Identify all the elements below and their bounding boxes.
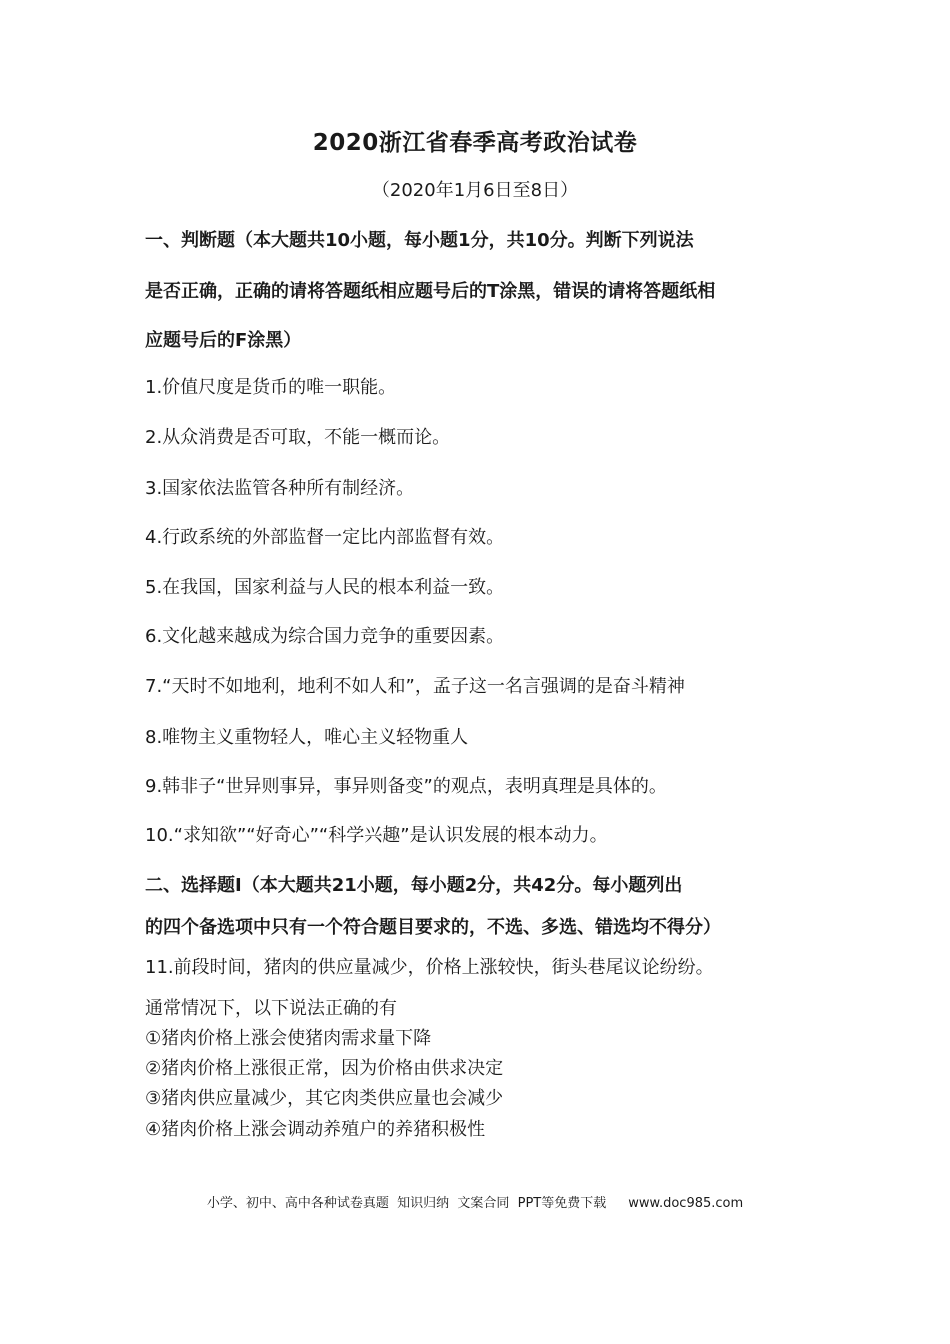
footer-text: 小学、初中、高中各种试卷真题 知识归纳 文案合同 PPT等免费下载 [206,1196,607,1211]
document-subtitle: （2020年1月6日至8日） [371,180,579,201]
judgement-item: 5.在我国，国家利益与人民的根本利益一致。 [145,577,505,598]
document-title: 2020浙江省春季高考政治试卷 [312,130,638,156]
question-stem: 11.前段时间，猪肉的供应量减少，价格上涨较快，街头巷尾议论纷纷。 [145,957,714,978]
judgement-item: 7.“天时不如地利，地利不如人和”，孟子这一名言强调的是奋斗精神 [145,676,685,697]
footer-url-link[interactable]: www.doc985.com [628,1196,744,1211]
question-option: ④猪肉价格上涨会调动养殖户的养猪积极性 [145,1119,486,1140]
section1-header-line: 是否正确，正确的请将答题纸相应题号后的T涂黑，错误的请将答题纸相 [145,281,716,302]
question-option: ③猪肉供应量减少，其它肉类供应量也会减少 [145,1088,504,1109]
section2-header-line: 的四个备选项中只有一个符合题目要求的，不选、多选、错选均不得分） [145,917,721,938]
judgement-item: 3.国家依法监管各种所有制经济。 [145,478,415,499]
judgement-item: 9.韩非子“世异则事异，事异则备变”的观点，表明真理是具体的。 [145,776,667,797]
judgement-item: 4.行政系统的外部监督一定比内部监督有效。 [145,527,505,548]
page-footer [0,1192,950,1211]
question-stem: 通常情况下，以下说法正确的有 [145,998,397,1019]
judgement-item: 2.从众消费是否可取，不能一概而论。 [145,427,451,448]
section1-header-line: 应题号后的F涂黑） [145,330,302,351]
judgement-item: 6.文化越来越成为综合国力竞争的重要因素。 [145,626,505,647]
section2-header-line: 二、选择题Ⅰ（本大题共21小题，每小题2分，共42分。每小题列出 [145,875,683,896]
question-option: ②猪肉价格上涨很正常，因为价格由供求决定 [145,1058,504,1079]
section1-header-line: 一、判断题（本大题共10小题，每小题1分，共10分。判断下列说法 [145,230,694,251]
judgement-item: 10.“求知欲”“好奇心”“科学兴趣”是认识发展的根本动力。 [145,825,608,846]
judgement-item: 8.唯物主义重物轻人，唯心主义轻物重人 [145,727,469,748]
question-option: ①猪肉价格上涨会使猪肉需求量下降 [145,1028,432,1049]
judgement-item: 1.价值尺度是货币的唯一职能。 [145,377,397,398]
